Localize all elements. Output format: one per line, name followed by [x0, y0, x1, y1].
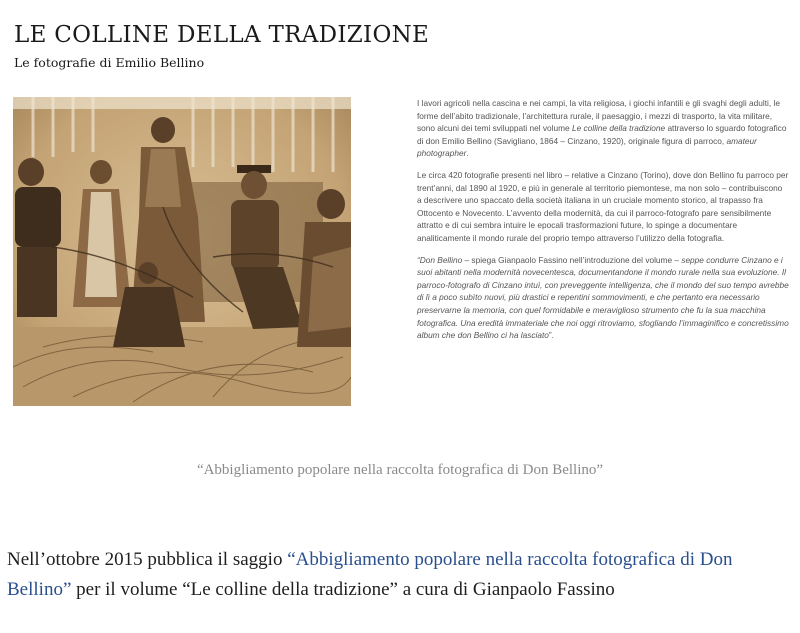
- quote-body: seppe condurre Cinzano e i suoi abitanti nella modernità novecentesca, documentandone il mondo rurale nella sua evoluzione. Il parroco-fotografo di Cinzano intuì, con preveggente intelligenza, che il mondo del suo tempo avrebbe di lì a poco subìto nuovi, più drastici e repentini sommovimenti, e che pertanto era necessario preservarne la memoria, con quel formidabile e meraviglioso strumento che fu la sua macchina fotografica. Una eredità immateriale che noi oggi ritroviamo, sfogliando l’immaginifico e concretissimo album che don Bellino ci ha lasciato: [417, 254, 789, 341]
- book-body-text: [417, 97, 789, 351]
- body-paragraph-3: [417, 254, 789, 342]
- lead-suffix: per il volume “Le colline della tradizione” a cura di Gianpaolo Fassino: [71, 579, 615, 600]
- lead-prefix: Nell’ottobre 2015 pubblica il saggio: [7, 549, 288, 570]
- sepia-photo-illustration: [13, 97, 351, 406]
- essay-link[interactable]: “Abbigliamento popolare nella raccolta fotografica di Don Bellino”: [7, 549, 733, 600]
- amateur-photographer-italic: amateur photographer: [417, 135, 757, 159]
- book-subtitle: Le fotografie di Emilio Bellino: [14, 55, 205, 70]
- body-paragraph-1: [417, 97, 789, 160]
- quote-attribution: – spiega Gianpaolo Fassino nell’introduzione del volume –: [462, 254, 682, 265]
- quote-opening: “Don Bellino: [417, 254, 463, 265]
- book-title-italic: Le colline della tradizione: [571, 123, 666, 134]
- body-paragraph-1-text-a: I lavori agricoli nella cascina e nei campi, la vita religiosa, i giochi infantili e gli svaghi degli adulti, le forme dell’abito tradizionale, l’architettura rurale, il paesaggio, i mezzi di trasporto, la vita militare, sono alcuni dei temi sviluppati nel volume: [417, 98, 780, 134]
- body-paragraph-1-text-e: .: [466, 148, 469, 159]
- book-title: LE COLLINE DELLA TRADIZIONE: [14, 22, 430, 48]
- body-paragraph-1-text-c: attraverso lo sguardo fotografico di don Emilio Bellino (Savigliano, 1864 – Cinzano, 1920), originale figura di parroco,: [417, 123, 787, 146]
- body-paragraph-2: Le circa 420 fotografie presenti nel libro – relative a Cinzano (Torino), dove don Bellino fu parroco per trent’anni, dal 1890 al 1920, e più in generale al territorio piemontese, ma non solo – contribuiscono a descrivere uno spaccato della società italiana in un cruciale momento storico, al trapasso fra Ottocento e Novecento. L’avvento della modernità, da cui il parroco-fotografo pare sensibilmente attratto e di cui sembra intuire le epocali trasformazioni future, lo spinge a documentare analiticamente il mondo rurale del proprio tempo attraverso l’utilizzo della fotografia.: [417, 169, 789, 243]
- figure-caption: “Abbigliamento popolare nella raccolta fotografica di Don Bellino”: [196, 462, 604, 478]
- sepia-photo: [13, 97, 351, 406]
- quote-closing: ”.: [548, 330, 554, 341]
- lead-paragraph: [7, 545, 793, 605]
